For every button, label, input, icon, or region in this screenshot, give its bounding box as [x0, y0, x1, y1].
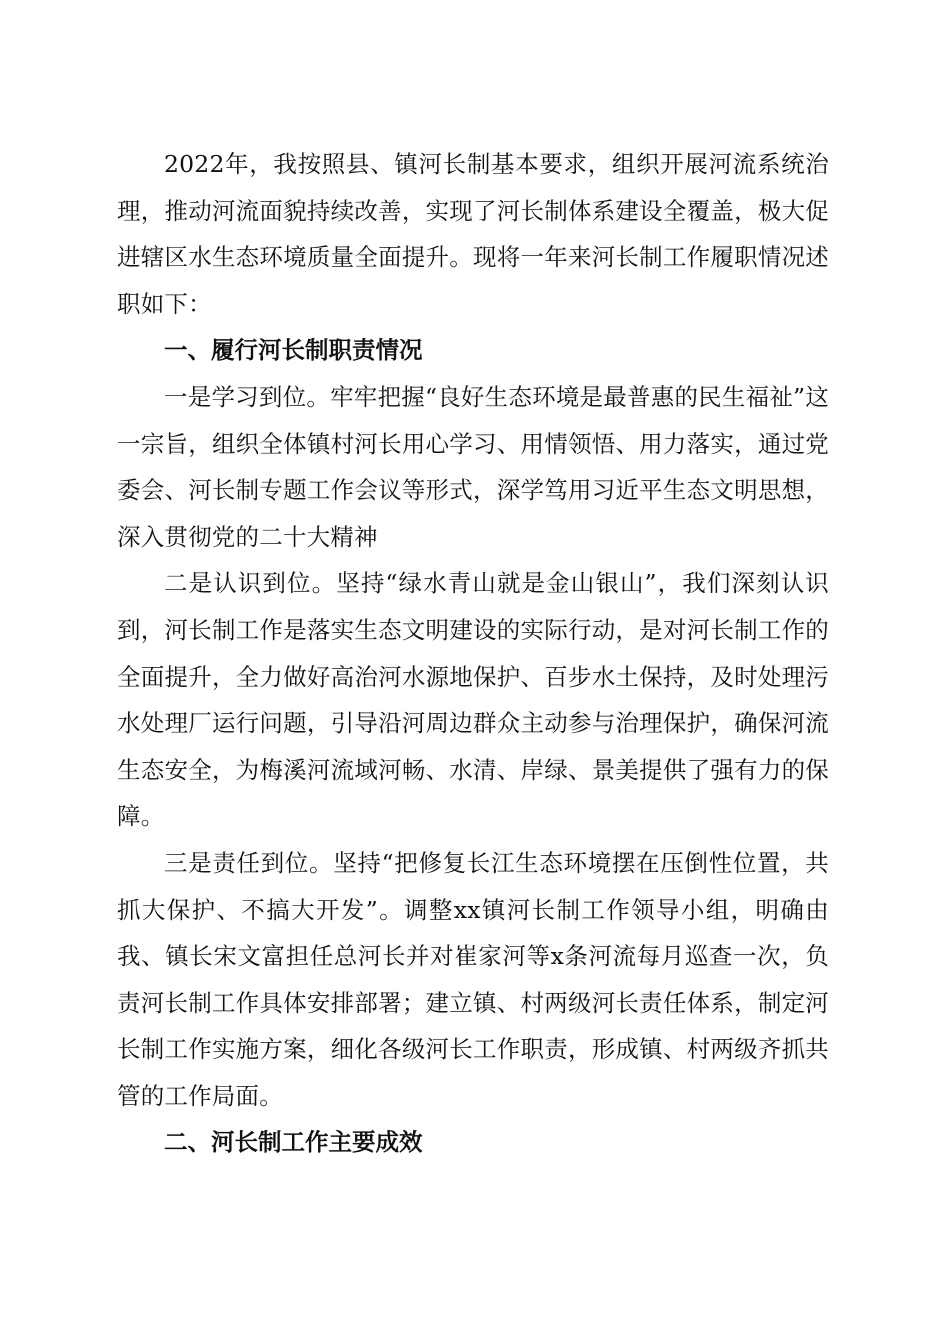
- paragraph-text: 牢牢把握“良好生态环境是最普惠的民生福祉”这一宗旨，组织全体镇村河长用心学习、用情领悟、用力落实，通过党委会、河长制专题工作会议等形式，深学笃用习近平生态文明思想，深入贯彻党的二十大精神: [117, 382, 829, 551]
- paragraph-text: 坚持“把修复长江生态环境摆在压倒性位置，共抓大保护、不搞大开发”。调整xx镇河长制工作领导小组，明确由我、镇长宋文富担任总河长并对崔家河等x条河流每月巡查一次，负责河长制工作具体安排部署；建立镇、村两级河长责任体系，制定河长制工作实施方案，细化各级河长工作职责，形成镇、村两级齐抓共管的工作局面。: [117, 848, 830, 1110]
- intro-paragraph: 2022年，我按照县、镇河长制基本要求，组织开展河流系统治理，推动河流面貌持续改善，实现了河长制体系建设全覆盖，极大促进辖区水生态环境质量全面提升。现将一年来河长制工作履职情况述职如下：: [117, 150, 829, 318]
- document-body: [117, 141, 829, 1166]
- paragraph-text: 坚持“绿水青山就是金山银山”，我们深刻认识到，河长制工作是落实生态文明建设的实际行动，是对河长制工作的全面提升，全力做好高治河水源地保护、百步水土保持，及时处理污水处理厂运行问题，引导沿河周边群众主动参与治理保护，确保河流生态安全，为梅溪河流域河畅、水清、岸绿、景美提供了强有力的保障。: [117, 569, 829, 831]
- paragraph-responsibility: [117, 840, 829, 1120]
- paragraph-lead: 二是认识到位。: [164, 569, 337, 598]
- section-heading-2: 二、河长制工作主要成效: [164, 1128, 423, 1157]
- section-heading-1: 一、履行河长制职责情况: [164, 336, 423, 365]
- paragraph-study: [117, 374, 829, 560]
- paragraph-lead: 一是学习到位。: [164, 382, 331, 411]
- paragraph-awareness: [117, 560, 829, 840]
- paragraph-lead: 三是责任到位。: [164, 848, 334, 877]
